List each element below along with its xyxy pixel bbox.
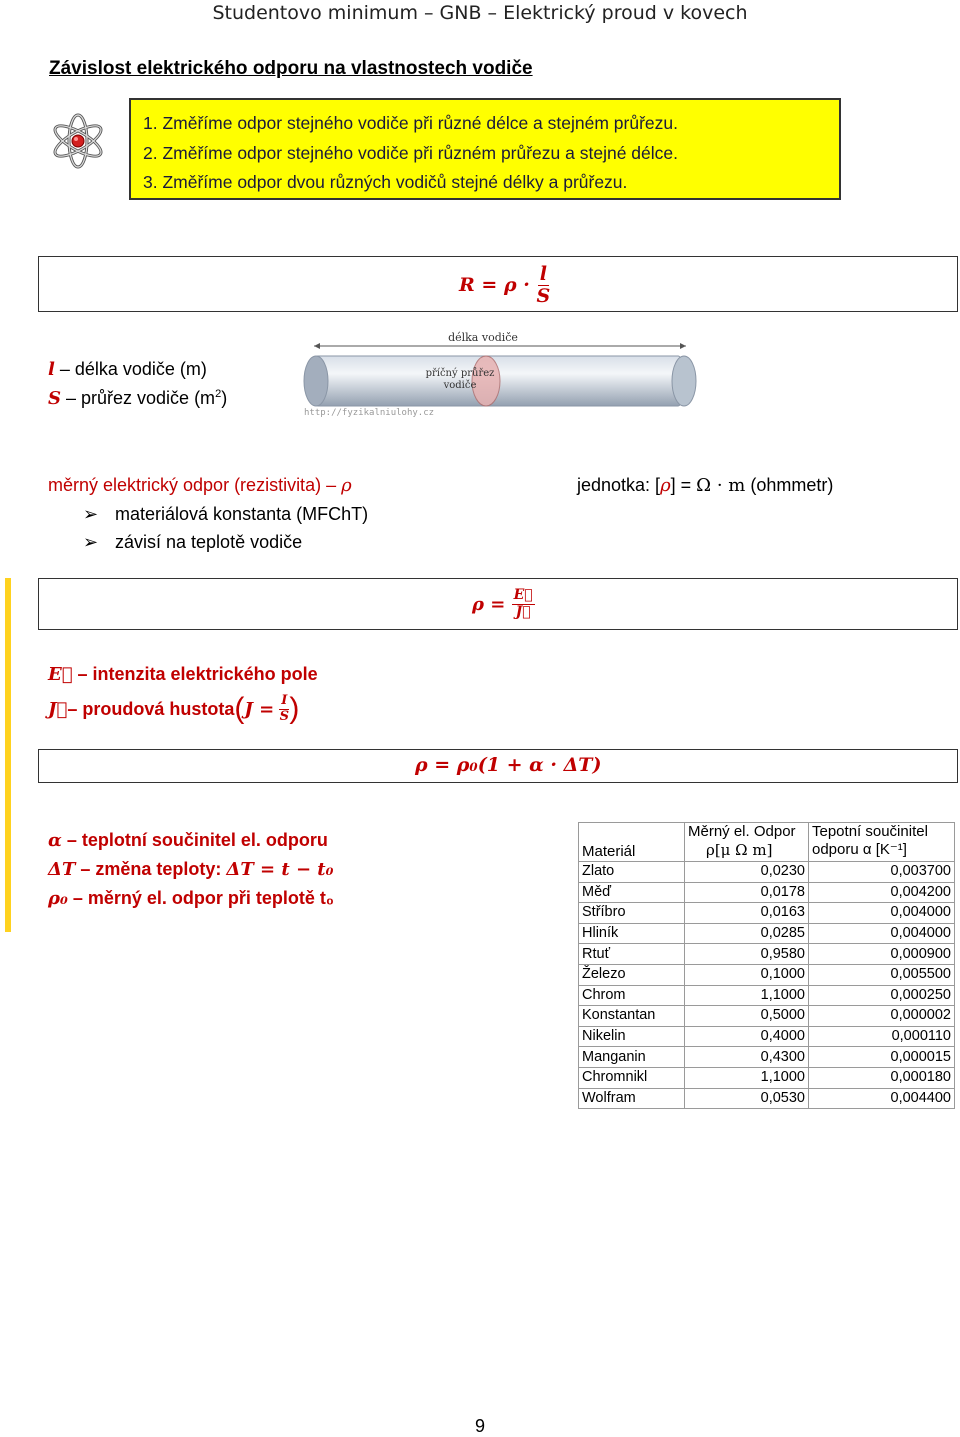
cell-coefficient: 0,004000 [809, 923, 955, 944]
table-row [579, 1067, 955, 1088]
cell-coefficient: 0,004000 [809, 903, 955, 924]
legend-text: – průřez vodiče (m [61, 388, 216, 408]
table-row [579, 903, 955, 924]
cell-material: Nikelin [579, 1026, 685, 1047]
cell-coefficient: 0,005500 [809, 964, 955, 985]
cell-coefficient: 0,000110 [809, 1026, 955, 1047]
rho-symbol: ρ [660, 475, 671, 496]
cell-resistivity: 0,0178 [685, 882, 809, 903]
formula-numerator: I [281, 693, 288, 709]
rho-symbol: ρ [341, 475, 352, 496]
symbol-J: J⃗ [48, 698, 68, 720]
legend-text: – délka vodiče (m) [54, 359, 207, 379]
cell-resistivity: 0,0530 [685, 1088, 809, 1109]
header-resistivity [685, 823, 809, 862]
cell-material: Měď [579, 882, 685, 903]
symbol-rho0: ρ₀ [48, 888, 68, 909]
header-line: Tepotní součinitel [812, 823, 928, 840]
header-line: Měrný el. Odpor [688, 823, 796, 840]
cell-material: Chrom [579, 985, 685, 1006]
arrow-bullet-icon: ➢ [83, 504, 99, 524]
resistivity-heading [48, 475, 352, 496]
cell-material: Železo [579, 964, 685, 985]
header-line: odporu α [K⁻¹] [812, 841, 907, 858]
superscript: 2 [215, 388, 222, 400]
cell-resistivity: 0,0230 [685, 862, 809, 883]
table-header-row [579, 823, 955, 862]
formula-denominator: S [279, 708, 289, 724]
cell-coefficient: 0,000015 [809, 1047, 955, 1068]
paren-close: ) [289, 692, 300, 725]
bullet-item [83, 532, 302, 553]
formula-temperature: ρ = ρ₀(1 + α · ΔT) [415, 754, 602, 776]
cell-coefficient: 0,000180 [809, 1067, 955, 1088]
cross-label: vodiče [443, 380, 477, 391]
legend-text: – měrný el. odpor při teplotě t₀ [67, 888, 335, 908]
image-source-url: http://fyzikalniulohy.cz [304, 408, 435, 418]
formula-lhs: J = [244, 698, 275, 720]
table-row [579, 862, 955, 883]
unit-text: ] = [670, 475, 697, 495]
formula-numerator: l [539, 262, 547, 285]
page-header: Studentovo minimum – GNB – Elektrický proud v kovech [212, 2, 748, 24]
experiments-box [129, 98, 841, 200]
formula-denominator: S [536, 284, 551, 307]
formula-lhs: ρ = [472, 593, 506, 615]
cell-resistivity: 0,4000 [685, 1026, 809, 1047]
header-line: ρ[μ Ω m] [706, 841, 773, 859]
legend-rho0 [48, 888, 334, 909]
length-label: délka vodiče [448, 331, 518, 344]
legend-text: ) [221, 388, 228, 408]
symbol-delta-t: ΔT [48, 859, 76, 880]
legend-delta-t [48, 859, 334, 880]
cell-coefficient: 0,000002 [809, 1006, 955, 1027]
cell-resistivity: 0,9580 [685, 944, 809, 965]
table-row [579, 1047, 955, 1068]
symbol-S: S [48, 388, 61, 409]
legend-length [48, 359, 207, 380]
table-row [579, 985, 955, 1006]
cell-coefficient: 0,003700 [809, 862, 955, 883]
wire-illustration [300, 328, 700, 420]
cell-material: Chromnikl [579, 1067, 685, 1088]
legend-alpha [48, 830, 328, 851]
unit-value: Ω · m [696, 475, 746, 496]
legend-text: – intenzita elektrického pole [72, 664, 318, 684]
cell-resistivity: 0,0163 [685, 903, 809, 924]
cell-material: Rtuť [579, 944, 685, 965]
formula-temperature-box [38, 749, 958, 783]
legend-area [48, 388, 227, 409]
cell-resistivity: 0,4300 [685, 1047, 809, 1068]
legend-current-density [48, 692, 299, 726]
legend-field [48, 664, 318, 685]
cell-material: Stříbro [579, 903, 685, 924]
delta-t-formula: ΔT = t − t₀ [226, 859, 334, 880]
formula-denominator: J⃗ [515, 603, 531, 620]
arrow-bullet-icon: ➢ [83, 532, 99, 552]
resistivity-unit [577, 475, 833, 496]
table-row [579, 923, 955, 944]
cell-material: Konstantan [579, 1006, 685, 1027]
header-material: Materiál [579, 823, 685, 862]
page-number: 9 [474, 1416, 485, 1436]
section-title: Závislost elektrického odporu na vlastnostech vodiče [49, 58, 533, 79]
formula-resistivity-box [38, 578, 958, 630]
formula-lhs: R = ρ · [459, 274, 530, 296]
legend-text: – proudová hustota [67, 698, 235, 719]
cell-material: Hliník [579, 923, 685, 944]
cell-material: Zlato [579, 862, 685, 883]
formula-numerator: E⃗ [513, 587, 533, 604]
table-row [579, 964, 955, 985]
table-row [579, 1006, 955, 1027]
cell-resistivity: 0,5000 [685, 1006, 809, 1027]
symbol-alpha: α [48, 830, 62, 851]
cell-coefficient: 0,004200 [809, 882, 955, 903]
symbol-l: l [48, 359, 55, 380]
cell-coefficient: 0,000900 [809, 944, 955, 965]
header-coefficient [809, 823, 955, 862]
table-row [579, 882, 955, 903]
cell-resistivity: 0,1000 [685, 964, 809, 985]
table-row [579, 1026, 955, 1047]
unit-text: (ohmmetr) [745, 475, 834, 495]
resistivity-heading-text: měrný elektrický odpor (rezistivita) – [48, 475, 342, 495]
experiment-item: 3. Změříme odpor dvou různých vodičů stejné délky a průřezu. [143, 172, 628, 192]
table-row [579, 944, 955, 965]
formula-resistivity [472, 579, 535, 629]
legend-text: – teplotní součinitel el. odporu [61, 830, 328, 850]
paren-open: ( [234, 692, 245, 725]
cell-coefficient: 0,004400 [809, 1088, 955, 1109]
margin-bar [5, 578, 11, 932]
cell-material: Manganin [579, 1047, 685, 1068]
bullet-text: materiálová konstanta (MFChT) [115, 504, 369, 524]
formula-resistance [459, 259, 550, 311]
experiment-item: 1. Změříme odpor stejného vodiče při různé délce a stejném průřezu. [143, 113, 678, 133]
unit-text: jednotka: [ [577, 475, 661, 495]
bullet-item [83, 504, 368, 525]
symbol-E: E⃗ [48, 664, 73, 685]
legend-text: – změna teploty: [75, 859, 227, 879]
cell-coefficient: 0,000250 [809, 985, 955, 1006]
cross-label: příčný průřez [425, 368, 495, 379]
cell-resistivity: 0,0285 [685, 923, 809, 944]
formula-resistance-box [38, 256, 958, 312]
material-table-container [578, 822, 955, 1109]
material-table [578, 822, 955, 1109]
experiment-item: 2. Změříme odpor stejného vodiče při různém průřezu a stejné délce. [143, 142, 678, 163]
atom-icon [50, 112, 106, 170]
cell-resistivity: 1,1000 [685, 985, 809, 1006]
table-row [579, 1088, 955, 1109]
cell-resistivity: 1,1000 [685, 1067, 809, 1088]
bullet-text: závisí na teplotě vodiče [115, 532, 303, 552]
cell-material: Wolfram [579, 1088, 685, 1109]
